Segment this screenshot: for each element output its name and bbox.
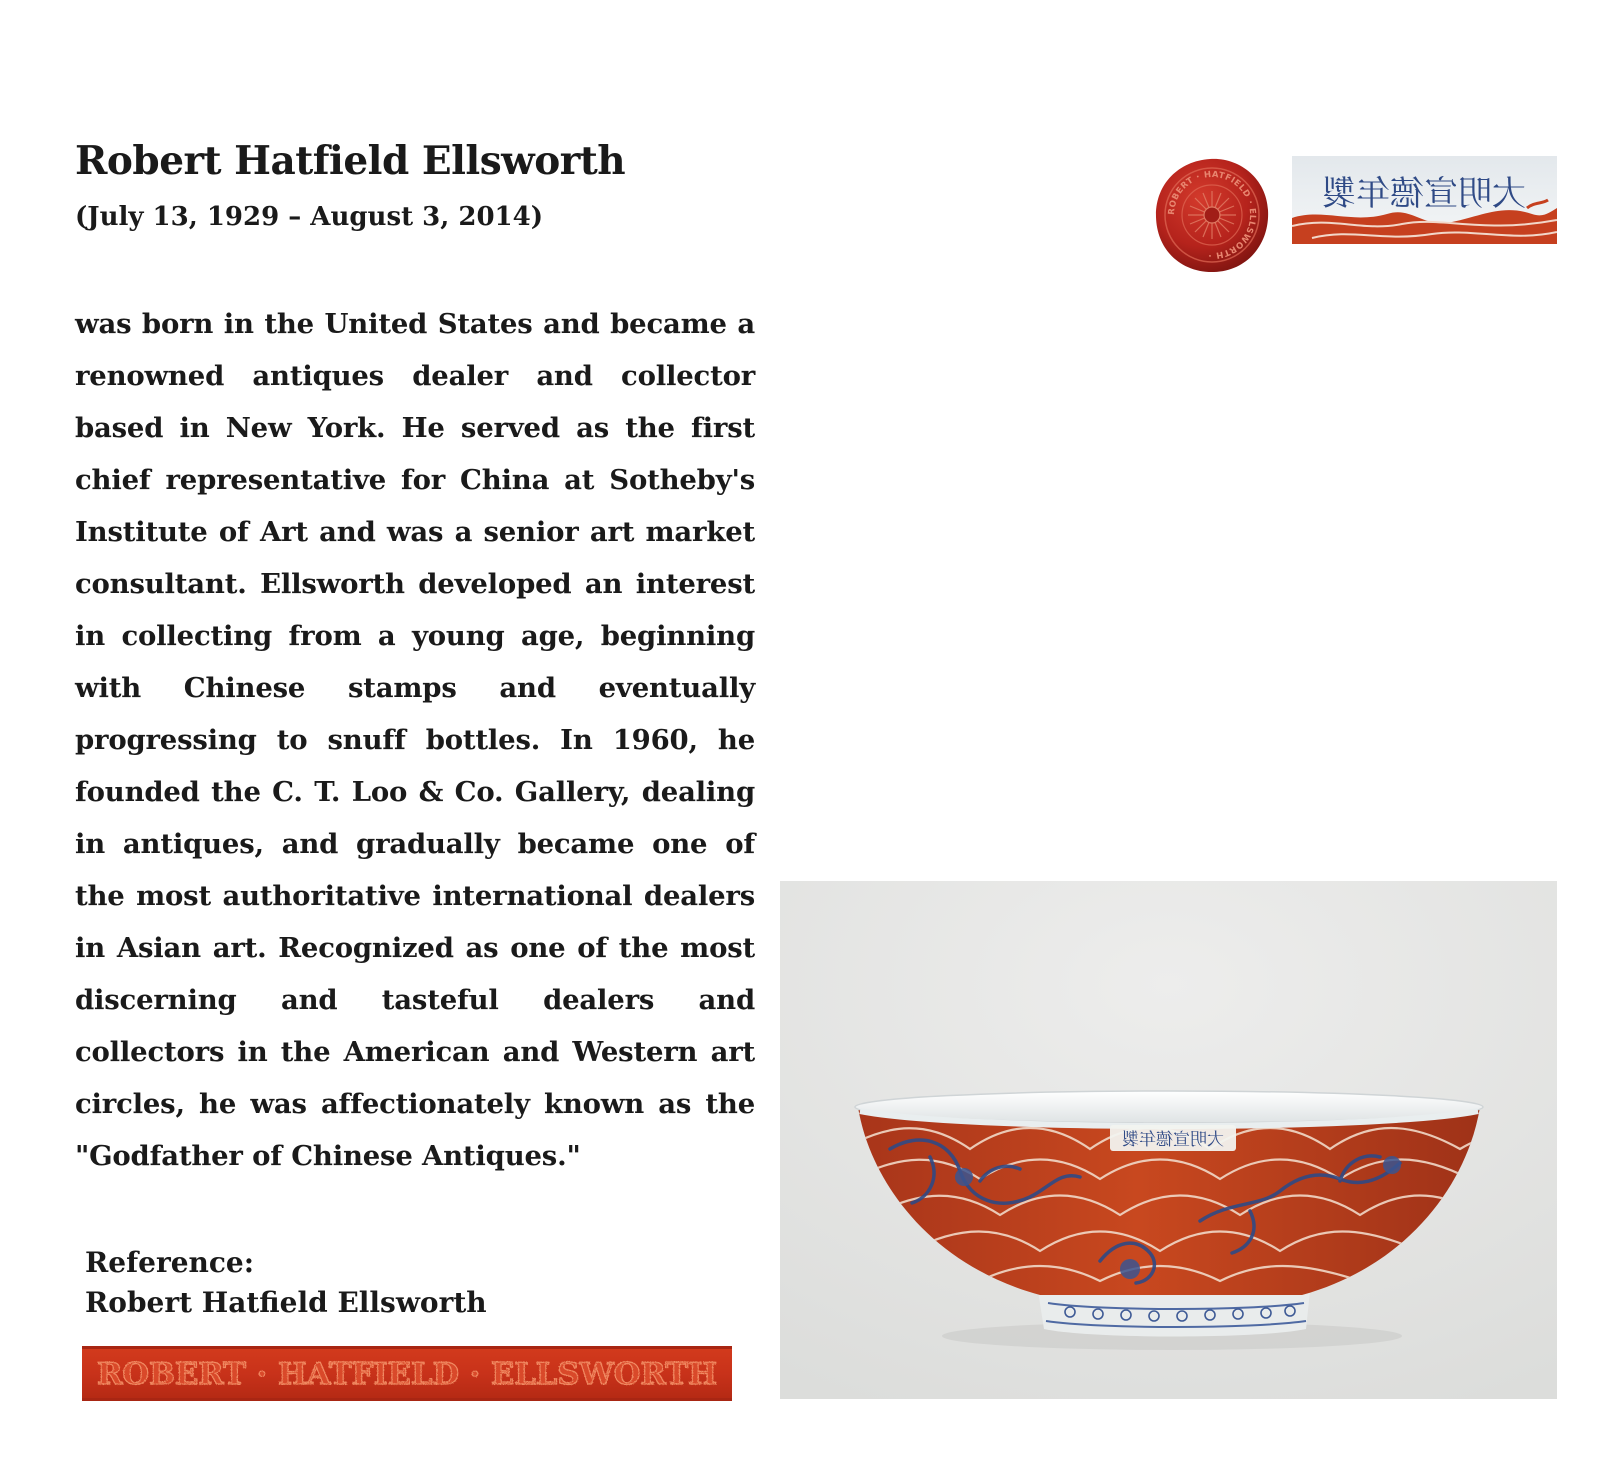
stamp-strip-text: ROBERT · HATFIELD · ELLSWORTH: [97, 1357, 717, 1392]
name-stamp-strip: [82, 1346, 732, 1401]
biography-text: was born in the United States and became a renowned antiques dealer and collector based in New York. He served as the first chief representative for China at Sotheby's Institute of Art and was a senior art market consultant. Ellsworth developed an interest in collecting from a young age, beginning with Chinese stamps and eventually progressing to snuff bottles. In 1960, he founded the C. T. Loo & Co. Gallery, dealing in antiques, and gradually became one of the most authoritative international dealers in Asian art. Recognized as one of the most discerning and tasteful dealers and collectors in the American and Western art circles, he was affectionately known as the "Godfather of Chinese Antiques.": [75, 308, 755, 1172]
seal-ring-text: ROBERT · HATFIELD · ELLSWORTH ·: [1166, 169, 1258, 261]
page-title: Robert Hatfield Ellsworth: [75, 138, 626, 184]
bowl-photograph: [780, 881, 1557, 1399]
life-dates: (July 13, 1929 – August 3, 2014): [75, 202, 544, 232]
reign-mark-text: 大明宣德年製: [1322, 174, 1526, 214]
reign-mark-image: [1292, 156, 1557, 244]
wax-seal-image: [1152, 155, 1272, 275]
reference-name: Robert Hatfield Ellsworth: [85, 1286, 487, 1319]
bowl-mark-text: 大明宣德年製: [1122, 1130, 1224, 1150]
reference-label: Reference:: [85, 1246, 255, 1279]
